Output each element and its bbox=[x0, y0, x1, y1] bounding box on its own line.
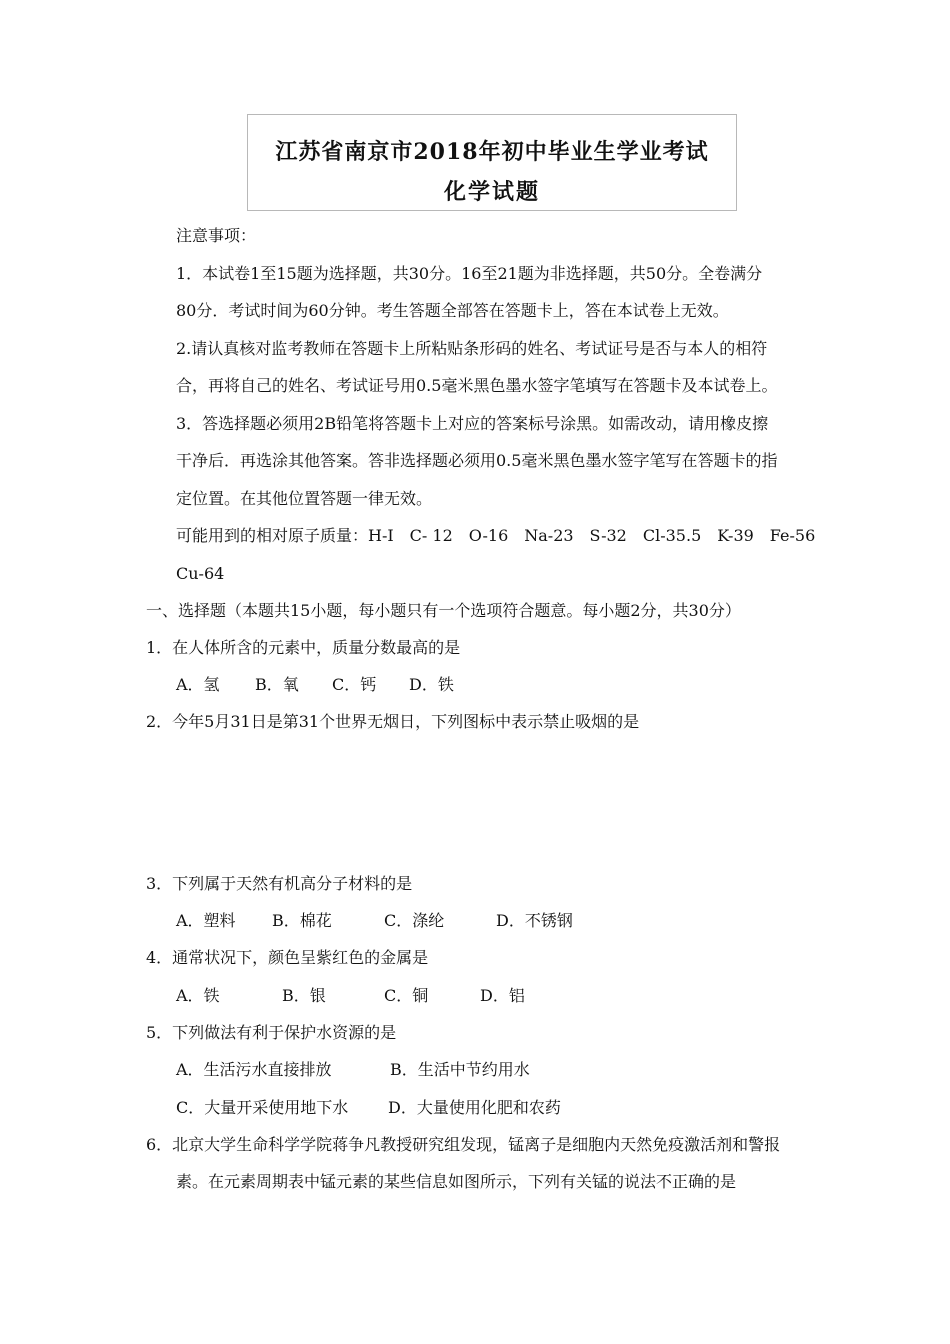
option-b: B．银 bbox=[282, 986, 326, 1005]
question-2-stem: 2．今年5月31日是第31个世界无烟日，下列图标中表示禁止吸烟的是 bbox=[146, 712, 640, 731]
option-d: D．铁 bbox=[409, 675, 454, 694]
question-6-stem-line2: 素。在元素周期表中锰元素的某些信息如图所示，下列有关锰的说法不正确的是 bbox=[176, 1172, 737, 1191]
option-b: B．棉花 bbox=[272, 911, 332, 930]
notice-heading: 注意事项： bbox=[176, 226, 257, 245]
option-c: C．涤纶 bbox=[384, 911, 445, 930]
notice-item2-line2: 合，再将自己的姓名、考试证号用0.5毫米黑色墨水签字笔填写在答题卡及本试卷上。 bbox=[176, 376, 778, 395]
question-1-stem: 1．在人体所含的元素中，质量分数最高的是 bbox=[146, 638, 461, 657]
notice-item3-line1: 3．答选择题必须用2B铅笔将答题卡上对应的答案标号涂黑。如需改动，请用橡皮擦 bbox=[176, 414, 769, 433]
notice-item3-line3: 定位置。在其他位置答题一律无效。 bbox=[176, 489, 433, 508]
option-b: B．生活中节约用水 bbox=[390, 1060, 530, 1079]
exam-title: 江苏省南京市2018年初中毕业生学业考试 bbox=[275, 139, 709, 165]
option-d: D．不锈钢 bbox=[496, 911, 573, 930]
question-1-options bbox=[176, 675, 454, 695]
question-5-options-row1 bbox=[176, 1060, 530, 1080]
subject-title: 化学试题 bbox=[443, 179, 540, 205]
option-b: B．氧 bbox=[255, 675, 299, 694]
option-a: A．铁 bbox=[176, 986, 220, 1005]
question-5-options-row2 bbox=[176, 1098, 561, 1118]
atomic-masses-line1: 可能用到的相对原子质量：H-I C- 12 O-16 Na-23 S-32 Cl-35.5 K-39 Fe-56 bbox=[176, 526, 816, 545]
option-c: C．铜 bbox=[384, 986, 429, 1005]
question-6-stem-line1: 6．北京大学生命科学学院蒋争凡教授研究组发现，锰离子是细胞内天然免疫激活剂和警报 bbox=[146, 1135, 781, 1154]
question-3-options bbox=[176, 911, 573, 931]
title-box bbox=[247, 114, 737, 211]
option-d: D．铝 bbox=[480, 986, 525, 1005]
section-heading: 一、选择题（本题共15小题，每小题只有一个选项符合题意。每小题2分，共30分） bbox=[146, 601, 741, 620]
option-c: C．大量开采使用地下水 bbox=[176, 1098, 349, 1117]
option-a: A．生活污水直接排放 bbox=[176, 1060, 332, 1079]
notice-item1-line1: 1．本试卷1至15题为选择题，共30分。16至21题为非选择题，共50分。全卷满分 bbox=[176, 264, 763, 283]
option-a: A．氢 bbox=[176, 675, 220, 694]
question-4-options bbox=[176, 986, 525, 1006]
notice-item3-line2: 干净后．再选涂其他答案。答非选择题必须用0.5毫米黑色墨水签字笔写在答题卡的指 bbox=[176, 451, 778, 470]
atomic-masses-line2: Cu-64 bbox=[176, 564, 225, 583]
option-c: C．钙 bbox=[332, 675, 377, 694]
question-4-stem: 4．通常状况下，颜色呈紫红色的金属是 bbox=[146, 948, 429, 967]
notice-item2-line1: 2.请认真核对监考教师在答题卡上所粘贴条形码的姓名、考试证号是否与本人的相符 bbox=[176, 339, 768, 358]
question-3-stem: 3．下列属于天然有机高分子材料的是 bbox=[146, 874, 413, 893]
question-5-stem: 5．下列做法有利于保护水资源的是 bbox=[146, 1023, 397, 1042]
option-a: A．塑料 bbox=[176, 911, 236, 930]
option-d: D．大量使用化肥和农药 bbox=[388, 1098, 561, 1117]
notice-item1-line2: 80分．考试时间为60分钟。考生答题全部答在答题卡上，答在本试卷上无效。 bbox=[176, 301, 729, 320]
